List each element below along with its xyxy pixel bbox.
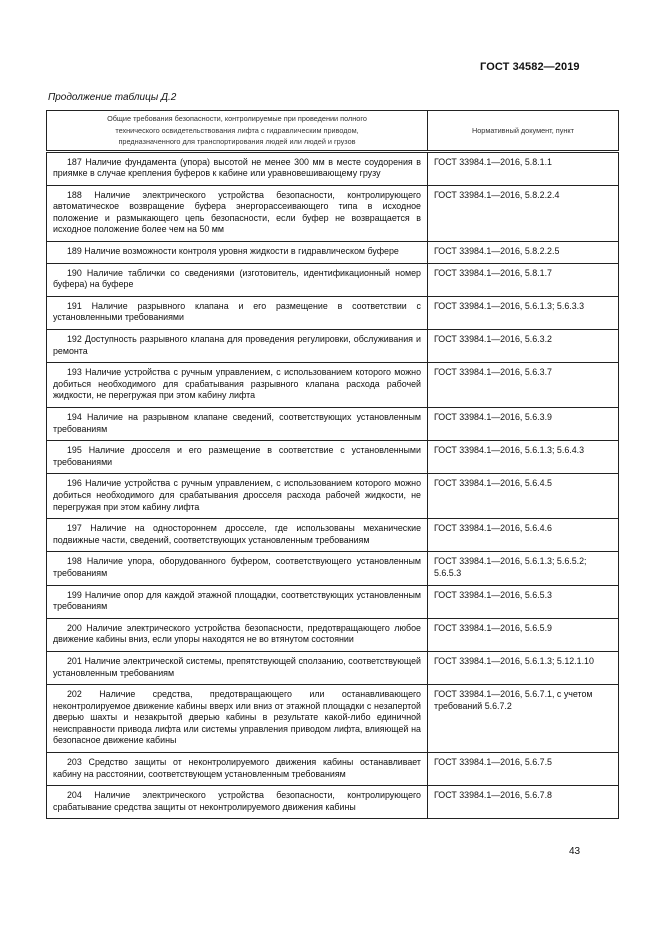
header-line: технического освидетельствования лифта с гидравлическим приводом,: [115, 125, 359, 135]
normative-reference: ГОСТ 33984.1—2016, 5.6.3.7: [428, 363, 619, 408]
requirement-text: Наличие электрического устройства безопасности, контролирующего автоматическое возвращение буфера энергорассеивающего типа в исходное положение и размыкающего цепь безопасности, если буфер не возвращается в исходное положение более чем на 50 мм: [53, 189, 421, 235]
requirement-cell: [47, 786, 428, 819]
table-row: [47, 242, 619, 264]
requirement-text: Наличие опор для каждой этажной площадки, соответствующих установленным требованиям: [53, 589, 422, 612]
normative-reference: ГОСТ 33984.1—2016, 5.8.1.7: [428, 263, 619, 296]
row-number: 200: [67, 622, 82, 633]
requirement-text: Наличие дросселя и его размещение в соответствие с установленными требованиями: [53, 445, 421, 467]
requirement-cell: [47, 408, 428, 441]
normative-reference: ГОСТ 33984.1—2016, 5.6.4.5: [428, 474, 619, 519]
normative-reference: ГОСТ 33984.1—2016, 5.8.2.2.4: [428, 185, 619, 241]
row-number: 198: [67, 556, 82, 567]
requirement-cell: [47, 242, 428, 264]
requirement-text: Наличие устройства с ручным управлением, с использованием которого можно добиться необходимого для срабатывания разрывного клапана расхода рабочей жидкости, не перегружая при этом кабину лифта: [53, 367, 421, 401]
header-requirements: [47, 111, 428, 152]
requirement-cell: [47, 363, 428, 408]
requirement-cell: [47, 151, 428, 185]
requirement-cell: [47, 263, 428, 296]
requirement-text: Наличие фундамента (упора) высотой не менее 300 мм в месте соудорения в приямке в случае крепления буферов к кабине или уравновешивающему грузу: [53, 156, 421, 179]
row-number: 191: [67, 300, 82, 311]
requirement-text: Наличие упора, оборудованного буфером, соответствующего установленным требованиям: [53, 556, 422, 578]
row-number: 204: [67, 790, 82, 801]
row-number: 201: [67, 655, 82, 666]
normative-reference: ГОСТ 33984.1—2016, 5.6.1.3; 5.6.4.3: [428, 441, 619, 474]
requirement-text: Наличие таблички со сведениями (изготовитель, идентификационный номер буфера) на буфере: [53, 267, 421, 290]
table-header-row: [47, 111, 619, 152]
row-number: 203: [67, 757, 82, 768]
normative-reference: ГОСТ 33984.1—2016, 5.6.4.6: [428, 519, 619, 552]
header-line: Общие требования безопасности, контролируемые при проведении полного: [107, 114, 367, 123]
normative-reference: ГОСТ 33984.1—2016, 5.6.5.3: [428, 585, 619, 618]
table-row: [47, 753, 619, 786]
table-continuation-label: Продолжение таблицы Д.2: [48, 92, 177, 103]
normative-reference: ГОСТ 33984.1—2016, 5.6.7.5: [428, 753, 619, 786]
table-row: [47, 585, 619, 618]
row-number: 193: [67, 367, 82, 378]
table-row: [47, 185, 619, 241]
normative-reference: ГОСТ 33984.1—2016, 5.6.3.2: [428, 330, 619, 363]
requirement-cell: [47, 618, 428, 651]
normative-reference: ГОСТ 33984.1—2016, 5.8.1.1: [428, 151, 619, 185]
requirement-cell: [47, 685, 428, 753]
requirement-cell: [47, 519, 428, 552]
table-row: [47, 408, 619, 441]
normative-reference: ГОСТ 33984.1—2016, 5.6.7.1, с учетом требований 5.6.7.2: [428, 685, 619, 753]
row-number: 190: [67, 267, 82, 278]
requirement-text: Наличие средства, предотвращающего или останавливающего неконтролируемое движение кабины вверх или вниз от этажной площадки с незапертой дверью шахты и незакрытой дверью кабины в результате какой-либо единичной неисправности привода лифта или системы управления приводом лифта, влияющей на безопасное движение кабины: [53, 689, 421, 746]
requirement-text: Наличие электрического устройства безопасности, предотвращающего любое движение кабины вниз, если упоры находятся не во втянутом состоянии: [53, 622, 421, 645]
row-number: 195: [67, 445, 82, 456]
normative-reference: ГОСТ 33984.1—2016, 5.6.1.3; 5.6.5.2; 5.6.5.3: [428, 552, 619, 585]
table-row: [47, 296, 619, 329]
requirement-cell: [47, 185, 428, 241]
table-row: [47, 330, 619, 363]
requirements-table: [46, 110, 619, 819]
requirement-cell: [47, 296, 428, 329]
row-number: 199: [67, 589, 82, 600]
requirement-text: Наличие возможности контроля уровня жидкости в гидравлическом буфере: [84, 246, 399, 257]
requirement-cell: [47, 651, 428, 684]
normative-reference: ГОСТ 33984.1—2016, 5.6.1.3; 5.6.3.3: [428, 296, 619, 329]
requirement-text: Наличие электрического устройства безопасности, контролирующего срабатывание средства защиты от неконтролируемого движения кабины: [53, 790, 421, 812]
row-number: 202: [67, 689, 82, 700]
row-number: 197: [67, 523, 82, 534]
table-row: [47, 263, 619, 296]
requirement-cell: [47, 474, 428, 519]
requirement-text: Наличие на одностороннем дросселе, где использованы механические подвижные части, сведений, соответствующих установленным требованиям: [53, 523, 422, 545]
page-number: 43: [569, 846, 581, 857]
normative-reference: ГОСТ 33984.1—2016, 5.6.1.3; 5.12.1.10: [428, 651, 619, 684]
normative-reference: ГОСТ 33984.1—2016, 5.6.3.9: [428, 408, 619, 441]
header-normative-document: Нормативный документ, пункт: [428, 111, 619, 152]
requirement-text: Наличие устройства с ручным управлением, с использованием которого можно добиться необходимого для срабатывания дросселя расхода рабочей жидкости, не перегружая при этом кабину лифта: [53, 478, 421, 512]
row-number: 189: [67, 246, 82, 257]
row-number: 192: [67, 334, 82, 345]
row-number: 187: [67, 156, 82, 167]
table-row: [47, 618, 619, 651]
requirement-cell: [47, 330, 428, 363]
table-row: [47, 552, 619, 585]
header-line: предназначенного для транспортирования людей или людей и грузов: [118, 137, 356, 146]
row-number: 196: [67, 478, 82, 489]
table-row: [47, 786, 619, 819]
requirement-text: Наличие разрывного клапана и его размещение в соответствии с установленными требованиями: [53, 300, 421, 323]
row-number: 194: [67, 412, 82, 422]
normative-reference: ГОСТ 33984.1—2016, 5.6.5.9: [428, 618, 619, 651]
table-row: [47, 651, 619, 684]
table-row: [47, 441, 619, 474]
table-row: [47, 474, 619, 519]
row-number: 188: [67, 189, 82, 200]
normative-reference: ГОСТ 33984.1—2016, 5.6.7.8: [428, 786, 619, 819]
requirement-cell: [47, 753, 428, 786]
requirement-text: Средство защиты от неконтролируемого движения кабины останавливает кабину на расстоянии, соответствующем установленным требованиям: [53, 757, 421, 779]
table-row: [47, 151, 619, 185]
requirement-text: Наличие электрической системы, препятствующей сползанию, соответствующей установленным требованиям: [53, 655, 421, 678]
table-row: [47, 685, 619, 753]
document-code: ГОСТ 34582—2019: [480, 61, 580, 73]
normative-reference: ГОСТ 33984.1—2016, 5.8.2.2.5: [428, 242, 619, 264]
requirement-cell: [47, 585, 428, 618]
requirement-cell: [47, 441, 428, 474]
requirement-text: Доступность разрывного клапана для проведения регулировки, обслуживания и ремонта: [53, 334, 421, 356]
table-row: [47, 519, 619, 552]
table-row: [47, 363, 619, 408]
requirement-text: Наличие на разрывном клапане сведений, соответствующих установленным требованиям: [53, 412, 421, 434]
requirement-cell: [47, 552, 428, 585]
